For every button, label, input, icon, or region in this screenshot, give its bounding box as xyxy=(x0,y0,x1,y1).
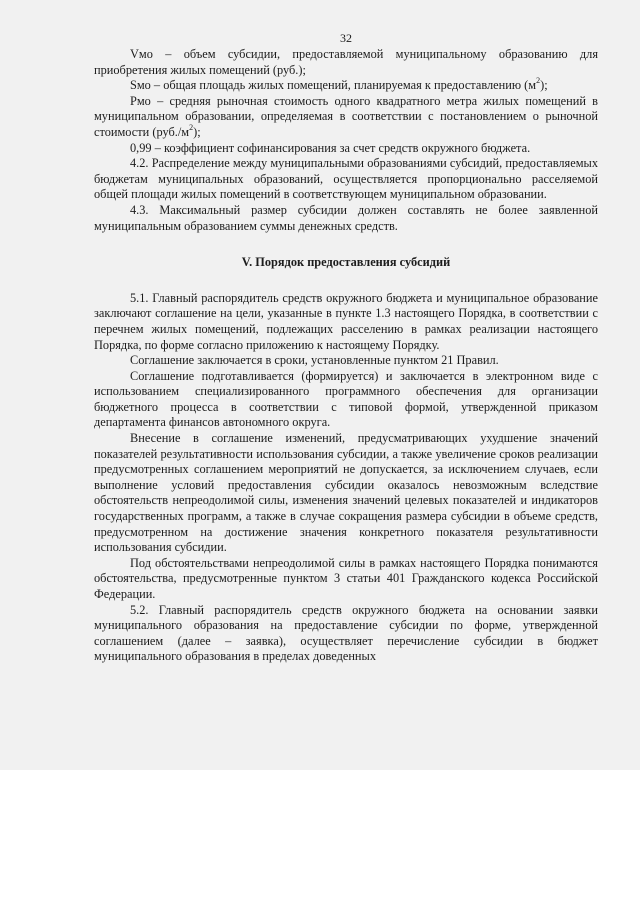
paragraph-pmo-text: Рмо – средняя рыночная стоимость одного квадратного метра жилых помещений в муниципальном образовании, определяемая в соответствии с постановлением о рыночной стоимости (руб./м xyxy=(94,93,598,139)
superscript-2: 2 xyxy=(189,122,194,132)
paragraph-vmo: Vмо – объем субсидии, предоставляемой муниципальному образованию для приобретения жилых помещений (руб.); xyxy=(94,47,598,77)
paragraph-agreement-electronic: Соглашение подготавливается (формируется) и заключается в электронном виде с использованием специализированного программного обеспечения для организации бюджетного процесса в соответствии с типовой формой, утвержденной приказом департамента финансов автономного округа. xyxy=(94,368,598,430)
paragraph-force-majeure: Под обстоятельствами непреодолимой силы в рамках настоящего Порядка понимаются обстоятельства, предусмотренные пунктом 3 статьи 401 Гражданского кодекса Российской Федерации. xyxy=(94,555,598,601)
paragraph-smo-end: ); xyxy=(540,78,548,93)
paragraph-amendments: Внесение в соглашение изменений, предусматривающих ухудшение значений показателей результативности использования субсидии, а также увеличение сроков реализации предусмотренных соглашением мероприятий не допускается, за исключением случаев, если выполнение условий предоставления субсидии оказалось невозможным вследствие обстоятельств непреодолимой силы, изменения значений целевых показателей и индикаторов государственных программ, а также в случае сокращения размера субсидии в объеме средств, предусмотренном на достижение значения конкретного показателя результативности использования субсидии. xyxy=(94,431,598,555)
paragraph-pmo-end: ); xyxy=(193,124,201,139)
section-heading: V. Порядок предоставления субсидий xyxy=(241,255,451,270)
paragraph-5-1: 5.1. Главный распорядитель средств окружного бюджета и муниципальное образование заключают соглашение на цели, указанные в пункте 1.3 настоящего Порядка, в соответствии с перечнем жилых помещений, подлежащих расселению в рамках реализации настоящего Порядка, по форме согласно приложению к настоящему Порядку. xyxy=(94,290,598,352)
page-margin-bottom xyxy=(0,770,640,905)
paragraph-smo xyxy=(94,78,598,94)
page-number: 32 xyxy=(340,31,352,45)
paragraph-coefficient: 0,99 – коэффициент софинансирования за счет средств окружного бюджета. xyxy=(130,140,531,155)
paragraph-4-2: 4.2. Распределение между муниципальными образованиями субсидий, предоставляемых бюджетам муниципальных образований, осуществляется пропорционально расселяемой общей площади жилых помещений в соответствующем муниципальном образовании. xyxy=(94,156,598,202)
paragraph-agreement-terms: Соглашение заключается в сроки, установленные пунктом 21 Правил. xyxy=(130,353,499,368)
paragraph-4-3: 4.3. Максимальный размер субсидии должен составлять не более заявленной муниципальным образованием суммы денежных средств. xyxy=(94,202,598,233)
paragraph-smo-text: Sмо – общая площадь жилых помещений, планируемая к предоставлению (м xyxy=(130,78,537,93)
paragraph-5-2: 5.2. Главный распорядитель средств окружного бюджета на основании заявки муниципального образования на предоставление субсидии по форме, утвержденной соглашением (далее – заявка), осуществляет перечисление субсидии в бюджет муниципального образования в пределах доведенных xyxy=(94,602,598,664)
paragraph-pmo xyxy=(94,94,598,141)
superscript-2: 2 xyxy=(536,76,541,86)
body-text xyxy=(94,47,598,665)
